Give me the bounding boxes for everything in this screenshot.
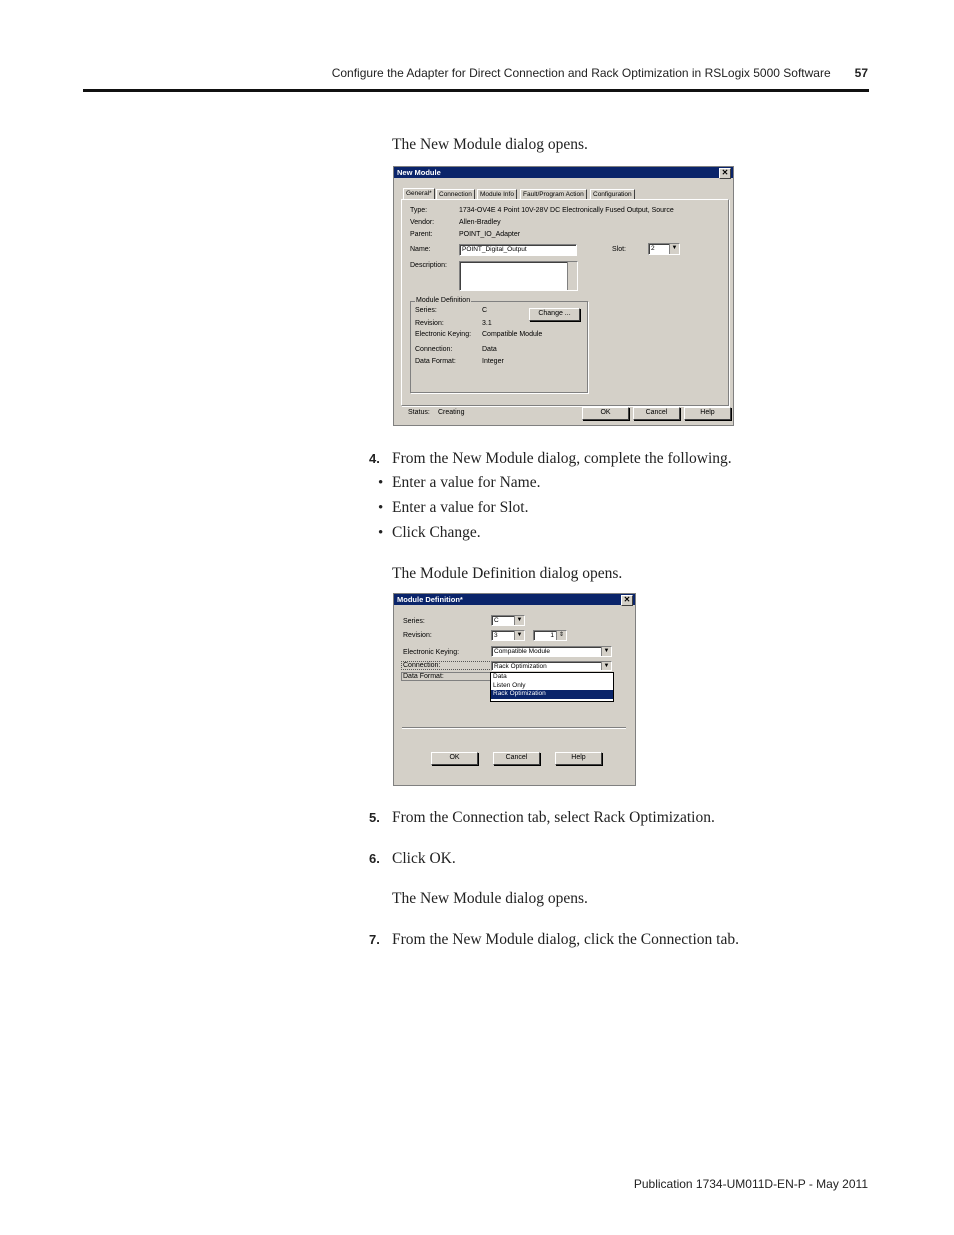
keying-select[interactable]	[491, 646, 612, 657]
step-5-text: From the Connection tab, select Rack Optimization.	[392, 809, 715, 826]
title-bar	[394, 167, 733, 178]
dialog-title: New Module	[397, 168, 441, 177]
revision-major-select[interactable]	[491, 630, 525, 641]
vendor-label: Vendor:	[410, 219, 435, 226]
chevron-down-icon[interactable]: ▼	[601, 662, 611, 670]
vendor-value: Allen-Bradley	[459, 219, 501, 226]
connection-value: Rack Optimization	[494, 663, 547, 670]
revision-major-value: 3	[494, 632, 498, 639]
revision-minor-value: 1	[550, 632, 554, 639]
series-select[interactable]	[491, 615, 525, 626]
status-value: Creating	[438, 409, 465, 416]
paragraph-new-module-opens: The New Module dialog opens.	[392, 136, 588, 153]
slot-select[interactable]	[648, 243, 680, 255]
chevron-down-icon[interactable]: ▼	[669, 244, 679, 254]
help-button[interactable]: Help	[555, 752, 602, 765]
chevron-down-icon[interactable]: ▼	[514, 616, 524, 625]
tab-module-info[interactable]: Module Info	[477, 189, 517, 200]
paragraph-new-module-opens-again: The New Module dialog opens.	[392, 890, 588, 907]
revision-label: Revision:	[403, 632, 432, 639]
tab-general[interactable]: General*	[403, 188, 435, 200]
tab-fault-program-action[interactable]: Fault/Program Action	[520, 189, 587, 200]
series-value: C	[482, 307, 488, 314]
bullet: •	[378, 475, 384, 491]
connection-label: Connection:	[401, 661, 492, 670]
name-field[interactable]: POINT_Digital_Output	[459, 244, 577, 256]
ok-button[interactable]: OK	[431, 752, 478, 765]
header-rule	[83, 89, 869, 92]
cancel-button[interactable]: Cancel	[633, 407, 680, 420]
step-7-text: From the New Module dialog, click the Connection tab.	[392, 931, 739, 948]
list-item-selected[interactable]: Rack Optimization	[491, 690, 613, 699]
connection-options-list	[490, 672, 614, 702]
list-item[interactable]: Listen Only	[493, 681, 526, 689]
module-definition-dialog	[393, 593, 636, 786]
step-number: 4.	[369, 451, 380, 466]
new-module-dialog	[393, 166, 734, 426]
bullet-item: Click Change.	[392, 524, 481, 541]
running-header	[332, 66, 868, 80]
ok-button[interactable]: OK	[582, 407, 629, 420]
data-format-label: Data Format:	[415, 358, 456, 365]
step-number: 7.	[369, 932, 380, 947]
help-button[interactable]: Help	[684, 407, 731, 420]
connection-label: Connection:	[415, 346, 453, 353]
bullet-item: Enter a value for Slot.	[392, 499, 529, 516]
dialog-title: Module Definition*	[397, 595, 463, 604]
keying-label: Electronic Keying:	[415, 331, 472, 338]
cancel-button[interactable]: Cancel	[493, 752, 540, 765]
close-icon[interactable]: ✕	[621, 595, 633, 606]
type-label: Type:	[410, 207, 428, 214]
description-field[interactable]	[459, 261, 578, 291]
revision-value: 3.1	[482, 320, 492, 327]
name-label: Name:	[410, 246, 431, 253]
step-number: 5.	[369, 810, 380, 825]
scrollbar[interactable]	[567, 262, 577, 290]
title-bar	[394, 594, 635, 605]
tab-connection[interactable]: Connection	[436, 189, 475, 200]
list-item[interactable]: Data	[493, 673, 507, 680]
close-icon[interactable]: ✕	[719, 168, 731, 179]
revision-label: Revision:	[415, 320, 444, 327]
paragraph-module-definition-opens: The Module Definition dialog opens.	[392, 565, 623, 582]
parent-value: POINT_IO_Adapter	[459, 231, 521, 238]
series-label: Series:	[403, 618, 425, 625]
description-label: Description:	[410, 262, 447, 269]
revision-minor-stepper[interactable]	[533, 630, 567, 641]
series-label: Series:	[415, 307, 437, 314]
data-format-label: Data Format:	[401, 672, 492, 681]
step-6-text: Click OK.	[392, 850, 456, 867]
parent-label: Parent:	[410, 231, 433, 238]
data-format-value: Integer	[482, 358, 504, 365]
group-label: Module Definition	[416, 297, 471, 304]
keying-value: Compatible Module	[482, 331, 543, 338]
connection-select[interactable]	[491, 661, 612, 671]
type-value: 1734-OV4E 4 Point 10V-28V DC Electronically Fused Output, Source	[459, 207, 674, 214]
step-number: 6.	[369, 851, 380, 866]
bullet: •	[378, 525, 384, 541]
step-4-text: From the New Module dialog, complete the following.	[392, 450, 732, 467]
divider	[402, 727, 626, 729]
header-title: Configure the Adapter for Direct Connection and Rack Optimization in RSLogix 5000 Software	[331, 66, 831, 80]
keying-value: Compatible Module	[494, 648, 551, 655]
bullet-item: Enter a value for Name.	[392, 474, 541, 491]
bullet: •	[378, 500, 384, 516]
keying-label: Electronic Keying:	[403, 649, 460, 656]
tab-configuration[interactable]: Configuration	[590, 189, 635, 200]
page-number: 57	[854, 66, 868, 80]
slot-value: 2	[651, 245, 655, 252]
spinner-icon[interactable]: ⇕	[556, 631, 566, 640]
slot-label: Slot:	[612, 246, 627, 253]
series-value: C	[494, 617, 499, 624]
chevron-down-icon[interactable]: ▼	[601, 647, 611, 656]
connection-value: Data	[482, 346, 497, 353]
status-label: Status:	[408, 409, 430, 416]
change-button[interactable]: Change ...	[529, 308, 580, 321]
publication-footer: Publication 1734-UM011D-EN-P - May 2011	[633, 1177, 868, 1191]
chevron-down-icon[interactable]: ▼	[514, 631, 524, 640]
